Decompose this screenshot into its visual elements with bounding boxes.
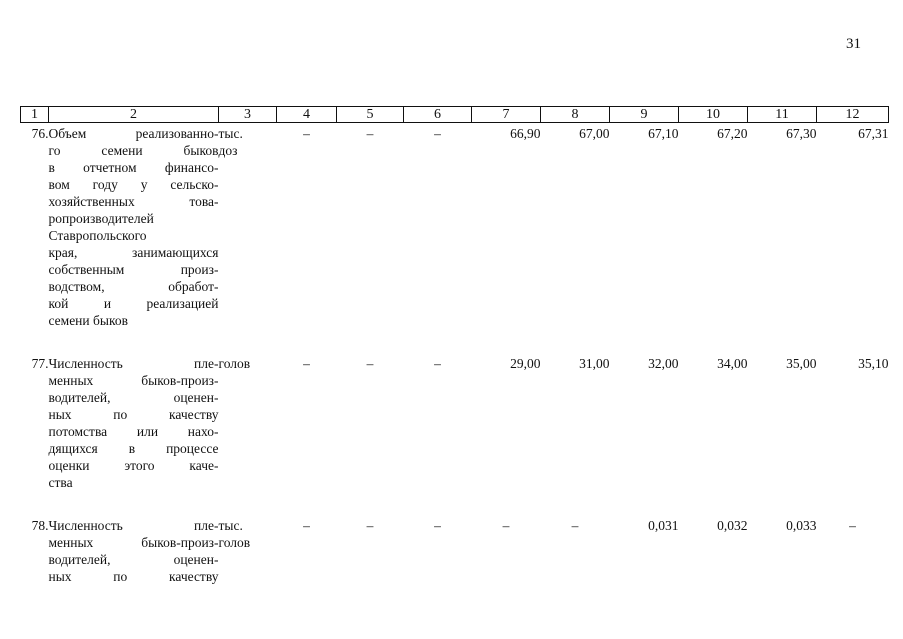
value-cell: – bbox=[434, 518, 441, 533]
description-line: Численность пле- bbox=[48, 518, 219, 533]
value-cell: 0,032 bbox=[717, 518, 748, 533]
description-line: ных по качеству bbox=[48, 407, 219, 422]
description-line: Численность пле- bbox=[48, 356, 219, 371]
unit-of-measure bbox=[219, 515, 277, 585]
column-header: 10 bbox=[679, 107, 748, 123]
row-spacer bbox=[21, 329, 889, 353]
value-cell: – bbox=[434, 356, 441, 371]
value-cell: 34,00 bbox=[717, 356, 748, 371]
column-header: 9 bbox=[610, 107, 679, 123]
value-cell: – bbox=[303, 126, 310, 141]
value-cell: 31,00 bbox=[579, 356, 610, 371]
description-line: водителей, оценен- bbox=[48, 390, 219, 405]
column-header: 3 bbox=[219, 107, 277, 123]
value-cell: 35,00 bbox=[786, 356, 817, 371]
row-number: 77. bbox=[31, 356, 49, 371]
description-line: потомства или нахо- bbox=[48, 424, 219, 439]
column-number-header-row bbox=[21, 107, 889, 123]
description-line: хозяйственных това- bbox=[48, 194, 219, 209]
description-line: края, занимающихся bbox=[48, 245, 219, 260]
row-number: 78. bbox=[31, 518, 49, 533]
description-line: в отчетном финансо- bbox=[48, 160, 219, 175]
value-cell: 67,20 bbox=[717, 126, 748, 141]
unit-of-measure bbox=[219, 353, 277, 491]
unit-line: голов bbox=[218, 356, 251, 371]
description-line: водством, обработ- bbox=[48, 279, 219, 294]
value-cell: – bbox=[434, 126, 441, 141]
description-line: дящихся в процессе bbox=[48, 441, 219, 456]
value-cell: 67,30 bbox=[786, 126, 817, 141]
indicator-description bbox=[49, 123, 219, 330]
value-cell: 35,10 bbox=[858, 356, 889, 371]
value-cell: 32,00 bbox=[648, 356, 679, 371]
unit-line: голов bbox=[218, 535, 251, 550]
description-line: го семени быков bbox=[48, 143, 219, 158]
column-header: 12 bbox=[817, 107, 889, 123]
column-header: 2 bbox=[49, 107, 219, 123]
column-header: 5 bbox=[337, 107, 404, 123]
table-row bbox=[21, 123, 889, 330]
indicator-table bbox=[20, 106, 889, 585]
description-line: менных быков-произ- bbox=[48, 535, 219, 550]
value-cell: 66,90 bbox=[510, 126, 541, 141]
table-row bbox=[21, 353, 889, 491]
column-header: 4 bbox=[277, 107, 337, 123]
value-cell: – bbox=[303, 356, 310, 371]
value-cell: – bbox=[849, 518, 856, 533]
value-cell: – bbox=[366, 356, 374, 371]
value-cell: 67,31 bbox=[858, 126, 889, 141]
value-cell: 0,031 bbox=[648, 518, 679, 533]
table-row bbox=[21, 515, 889, 585]
description-line: семени быков bbox=[48, 313, 128, 328]
description-line: кой и реализацией bbox=[48, 296, 219, 311]
page-number: 31 bbox=[846, 36, 861, 52]
value-cell: – bbox=[366, 518, 374, 533]
description-line: Ставропольского bbox=[48, 228, 147, 243]
description-line: ропроизводителей bbox=[48, 211, 154, 226]
unit-line: тыс. bbox=[218, 518, 243, 533]
indicator-description bbox=[49, 515, 219, 585]
value-cell: – bbox=[502, 518, 510, 533]
indicator-description bbox=[49, 353, 219, 491]
column-header: 7 bbox=[472, 107, 541, 123]
description-line: ных по качеству bbox=[48, 569, 219, 584]
row-number: 76. bbox=[31, 126, 49, 141]
column-header: 1 bbox=[21, 107, 49, 123]
unit-line: доз bbox=[218, 143, 238, 158]
description-line: оценки этого каче- bbox=[48, 458, 219, 473]
unit-of-measure bbox=[219, 123, 277, 330]
description-line: ства bbox=[48, 475, 73, 490]
value-cell: 67,00 bbox=[579, 126, 610, 141]
column-header: 8 bbox=[541, 107, 610, 123]
description-line: водителей, оценен- bbox=[48, 552, 219, 567]
description-line: менных быков-произ- bbox=[48, 373, 219, 388]
value-cell: 67,10 bbox=[648, 126, 679, 141]
description-line: Объем реализованно- bbox=[48, 126, 219, 141]
value-cell: – bbox=[303, 518, 310, 533]
row-spacer bbox=[21, 491, 889, 515]
description-line: собственным произ- bbox=[48, 262, 219, 277]
value-cell: – bbox=[571, 518, 579, 533]
value-cell: – bbox=[366, 126, 374, 141]
value-cell: 29,00 bbox=[510, 356, 541, 371]
column-header: 6 bbox=[404, 107, 472, 123]
value-cell: 0,033 bbox=[786, 518, 817, 533]
description-line: вом году у сельско- bbox=[48, 177, 219, 192]
column-header: 11 bbox=[748, 107, 817, 123]
unit-line: тыс. bbox=[218, 126, 243, 141]
